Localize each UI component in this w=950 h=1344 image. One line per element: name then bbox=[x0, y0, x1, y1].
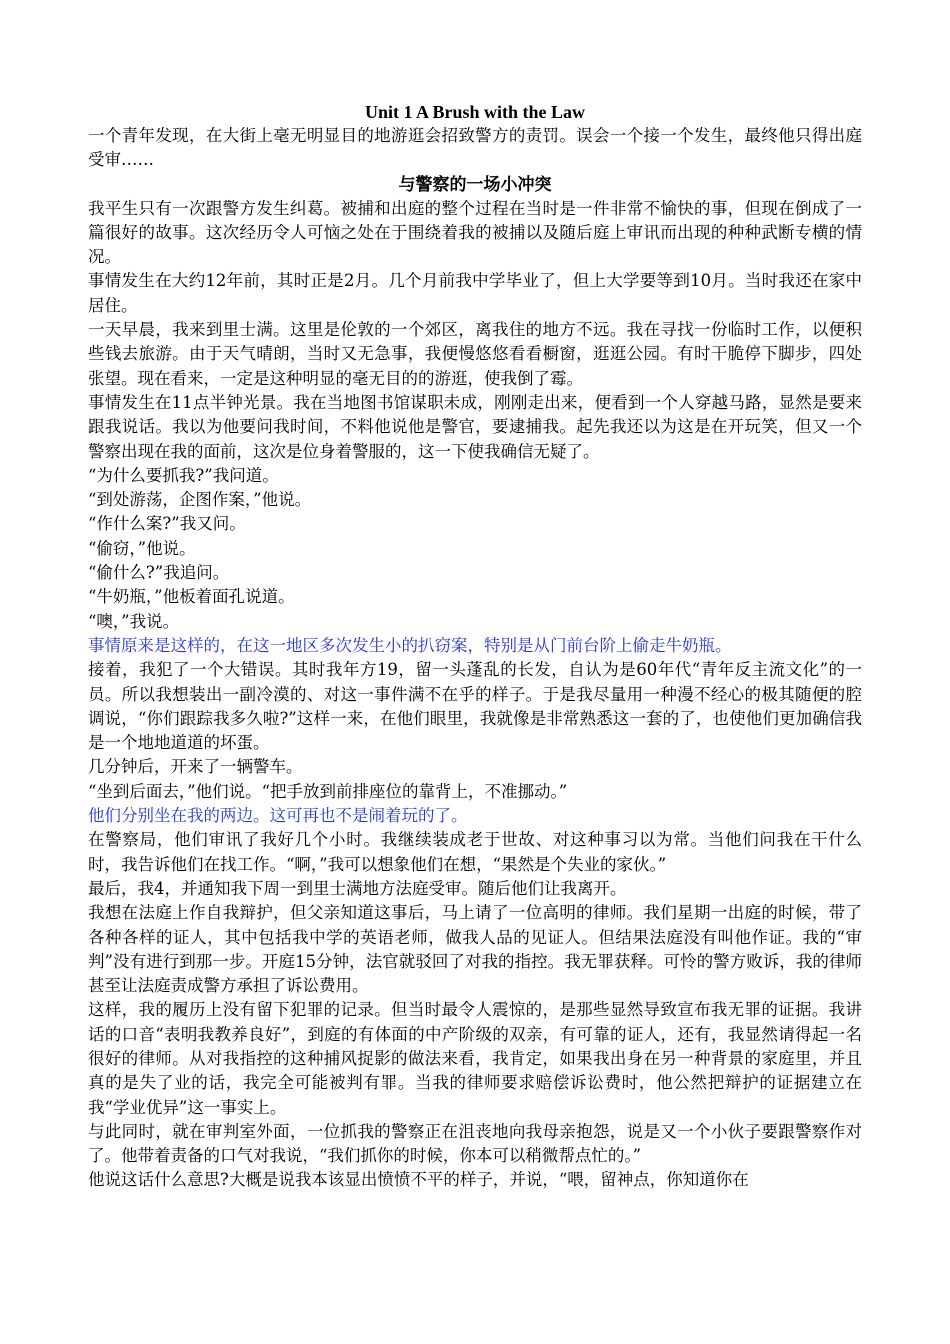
dialogue-line: “噢，”我说。 bbox=[88, 611, 180, 631]
paragraph: 他说这话什么意思?大概是说我本该显出愤愤不平的样子，并说，“喂，留神点，你知道你在 bbox=[88, 1170, 749, 1190]
dialogue-line: “牛奶瓶，”他板着面孔说道。 bbox=[88, 587, 295, 607]
intro-paragraph: 一个青年发现，在大街上毫无明显目的地游逛会招致警方的责罚。误会一个接一个发生，最终他只得出庭受审…… bbox=[88, 126, 862, 170]
paragraph: 在警察局，他们审讯了我好几个小时。我继续装成老于世故、对这种事习以为常。当他们问我在干什么时，我告诉他们在找工作。“啊，”我可以想象他们在想，“果然是个失业的家伙。” bbox=[88, 830, 862, 874]
highlighted-paragraph: 事情原来是这样的，在这一地区多次发生小的扒窃案，特别是从门前台阶上偷走牛奶瓶。 bbox=[88, 635, 732, 655]
paragraph: 我平生只有一次跟警方发生纠葛。被捕和出庭的整个过程在当时是一件非常不愉快的事，但现在倒成了一篇很好的故事。这次经历令人可恼之处在于围绕着我的被捕以及随后庭上审讯而出现的种种武断专横的情况。 bbox=[88, 198, 862, 267]
dialogue-line: “偷窃，”他说。 bbox=[88, 538, 196, 558]
title-chinese: 与警察的一场小冲突 bbox=[398, 174, 552, 195]
paragraph: 几分钟后，开来了一辆警车。 bbox=[88, 757, 303, 777]
paragraph: 这样，我的履历上没有留下犯罪的记录。但当时最令人震惊的，是那些显然导致宣布我无罪的证据。我讲话的口音“表明我教养良好”，到庭的有体面的中产阶级的双亲，有可靠的证人，还有，我显然请得起一名很好的律师。从对我指控的这种捕风捉影的做法来看，我肯定，如果我出身在另一种背景的家庭里，并且真的是失了业的话，我完全可能被判有罪。当我的律师要求赔偿诉讼费时，他公然把辩护的证据建立在我“学业优异”这一事实上。 bbox=[88, 1000, 862, 1117]
paragraph: 与此同时，就在审判室外面，一位抓我的警察正在沮丧地向我母亲抱怨，说是又一个小伙子要跟警察作对了。他带着责备的口气对我说，“我们抓你的时候，你本可以稍微帮点忙的。” bbox=[88, 1121, 862, 1166]
paragraph: 一天早晨，我来到里士满。这里是伦敦的一个郊区，离我住的地方不远。我在寻找一份临时工作，以便积些钱去旅游。由于天气晴朗，当时又无急事，我便慢悠悠看看橱窗，逛逛公园。有时干脆停下脚步，四处张望。现在看来，一定是这种明显的毫无目的的游逛，使我倒了霉。 bbox=[88, 320, 862, 388]
dialogue-line: “到处游荡，企图作案，”他说。 bbox=[88, 490, 312, 510]
paragraph: 事情发生在大约12年前，其时正是2月。几个月前我中学毕业了，但上大学要等到10月。当时我还在家中居住。 bbox=[88, 271, 862, 315]
dialogue-line: “偷什么?”我追问。 bbox=[88, 563, 230, 583]
paragraph: 最后，我4，并通知我下周一到里士满地方法庭受审。随后他们让我离开。 bbox=[88, 878, 627, 898]
dialogue-line: “坐到后面去，”他们说。“把手放到前排座位的靠背上，不准挪动。” bbox=[88, 781, 568, 801]
dialogue-line: “为什么要抓我?”我问道。 bbox=[88, 465, 279, 485]
paragraph: 接着，我犯了一个大错误。其时我年方19，留一头蓬乱的长发，自认为是60年代“青年反主流文化”的一员。所以我想装出一副冷漠的、对这一事件满不在乎的样子。于是我尽量用一种漫不经心的极其随便的腔调说，“你们跟踪我多久啦?”这样一来，在他们眼里，我就像是非常熟悉这一套的了，也使他们更加确信我是一个地地道道的坏蛋。 bbox=[88, 660, 862, 753]
highlighted-paragraph: 他们分别坐在我的两边。这可再也不是闹着玩的了。 bbox=[88, 806, 468, 826]
paragraph: 我想在法庭上作自我辩护，但父亲知道这事后，马上请了一位高明的律师。我们星期一出庭的时候，带了各种各样的证人，其中包括我中学的英语老师，做我人品的见证人。但结果法庭没有叫他作证。我的“审判”没有进行到那一步。开庭15分钟，法官就驳回了对我的指控。我无罪获释。可怜的警方败诉，我的律师甚至让法庭责成警方承担了诉讼费用。 bbox=[88, 903, 862, 996]
dialogue-line: “作什么案?”我又问。 bbox=[88, 514, 246, 534]
title-english: Unit 1 A Brush with the Law bbox=[364, 102, 586, 122]
paragraph: 事情发生在11点半钟光景。我在当地图书馆谋职未成，刚刚走出来，便看到一个人穿越马路，显然是要来跟我说话。我以为他要问我时间，不料他说他是警官，要逮捕我。起先我还以为这是在开玩笑，但又一个警察出现在我的面前，这次是位身着警服的，这一下使我确信无疑了。 bbox=[88, 392, 862, 461]
